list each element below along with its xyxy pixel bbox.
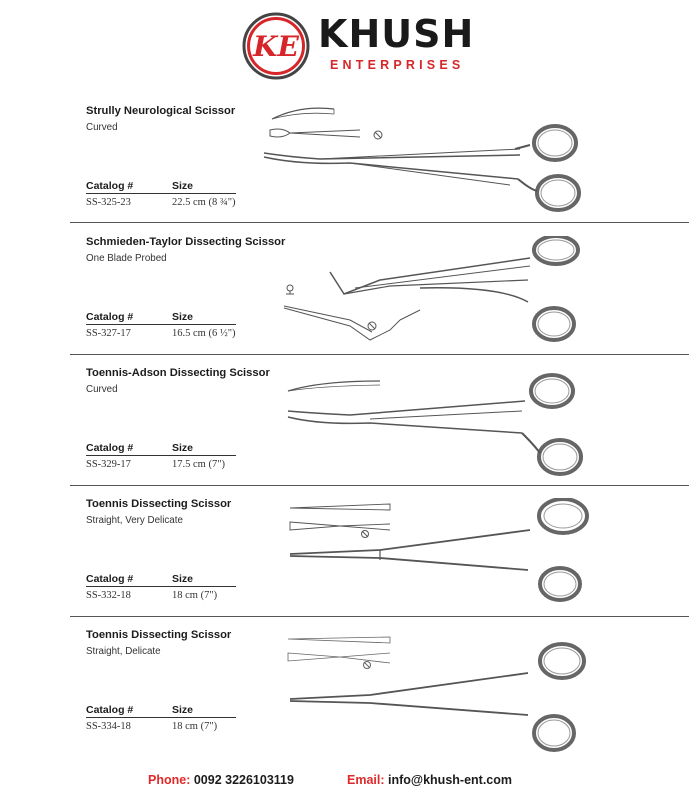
product-title: Schmieden-Taylor Dissecting Scissor bbox=[86, 236, 286, 248]
catalog-header: Catalog # bbox=[86, 704, 134, 716]
product-subtitle: One Blade Probed bbox=[86, 253, 167, 264]
section-divider bbox=[70, 485, 689, 486]
brand-tagline: ENTERPRISES bbox=[330, 58, 465, 72]
header-rule bbox=[86, 324, 236, 325]
scissor-illustration bbox=[260, 629, 590, 760]
size-value: 18 cm (7") bbox=[172, 590, 218, 601]
phone-number[interactable]: 0092 3226103119 bbox=[193, 773, 294, 787]
product-title: Toennis Dissecting Scissor bbox=[86, 629, 232, 641]
product-title: Toennis Dissecting Scissor bbox=[86, 498, 232, 510]
catalog-number: SS-332-18 bbox=[86, 590, 131, 601]
size-value: 18 cm (7") bbox=[172, 721, 218, 732]
scissor-illustration bbox=[260, 367, 590, 498]
catalog-number: SS-329-17 bbox=[86, 459, 131, 470]
logo-monogram: KE bbox=[253, 30, 299, 63]
product-card bbox=[0, 629, 689, 760]
catalog-header: Catalog # bbox=[86, 311, 134, 323]
scissor-illustration bbox=[260, 236, 590, 367]
size-header: Size bbox=[172, 704, 194, 716]
header-rule bbox=[86, 586, 236, 587]
product-card bbox=[0, 105, 689, 236]
section-divider bbox=[70, 354, 689, 355]
catalog-header: Catalog # bbox=[86, 180, 134, 192]
size-header: Size bbox=[172, 573, 194, 585]
page-header bbox=[0, 0, 689, 92]
product-card bbox=[0, 367, 689, 498]
catalog-header: Catalog # bbox=[86, 442, 134, 454]
email-address[interactable]: info@khush-ent.com bbox=[388, 773, 512, 787]
product-title: Strully Neurological Scissor bbox=[86, 105, 236, 117]
brand-logo-icon bbox=[242, 12, 310, 80]
section-divider bbox=[70, 222, 689, 223]
email-label: Email: bbox=[347, 773, 385, 787]
header-rule bbox=[86, 193, 236, 194]
catalog-number: SS-334-18 bbox=[86, 721, 131, 732]
header-rule bbox=[86, 717, 236, 718]
contact-footer bbox=[0, 771, 689, 791]
product-subtitle: Straight, Very Delicate bbox=[86, 515, 183, 526]
product-subtitle: Curved bbox=[86, 122, 118, 133]
catalog-header: Catalog # bbox=[86, 573, 134, 585]
catalog-number: SS-325-23 bbox=[86, 197, 131, 208]
phone-contact bbox=[148, 773, 294, 787]
product-title: Toennis-Adson Dissecting Scissor bbox=[86, 367, 270, 379]
size-value: 16.5 cm (6 ½") bbox=[172, 328, 236, 339]
product-card bbox=[0, 236, 689, 367]
email-contact bbox=[347, 773, 512, 787]
section-divider bbox=[70, 616, 689, 617]
header-rule bbox=[86, 455, 236, 456]
product-subtitle: Straight, Delicate bbox=[86, 646, 161, 657]
phone-label: Phone: bbox=[148, 773, 191, 787]
size-header: Size bbox=[172, 442, 194, 454]
brand-name: KHUSH bbox=[318, 12, 475, 56]
size-header: Size bbox=[172, 311, 194, 323]
product-card bbox=[0, 498, 689, 629]
size-value: 22.5 cm (8 ¾") bbox=[172, 197, 236, 208]
scissor-illustration bbox=[260, 498, 590, 629]
size-header: Size bbox=[172, 180, 194, 192]
product-subtitle: Curved bbox=[86, 384, 118, 395]
scissor-illustration bbox=[260, 105, 590, 236]
size-value: 17.5 cm (7") bbox=[172, 459, 225, 470]
catalog-number: SS-327-17 bbox=[86, 328, 131, 339]
